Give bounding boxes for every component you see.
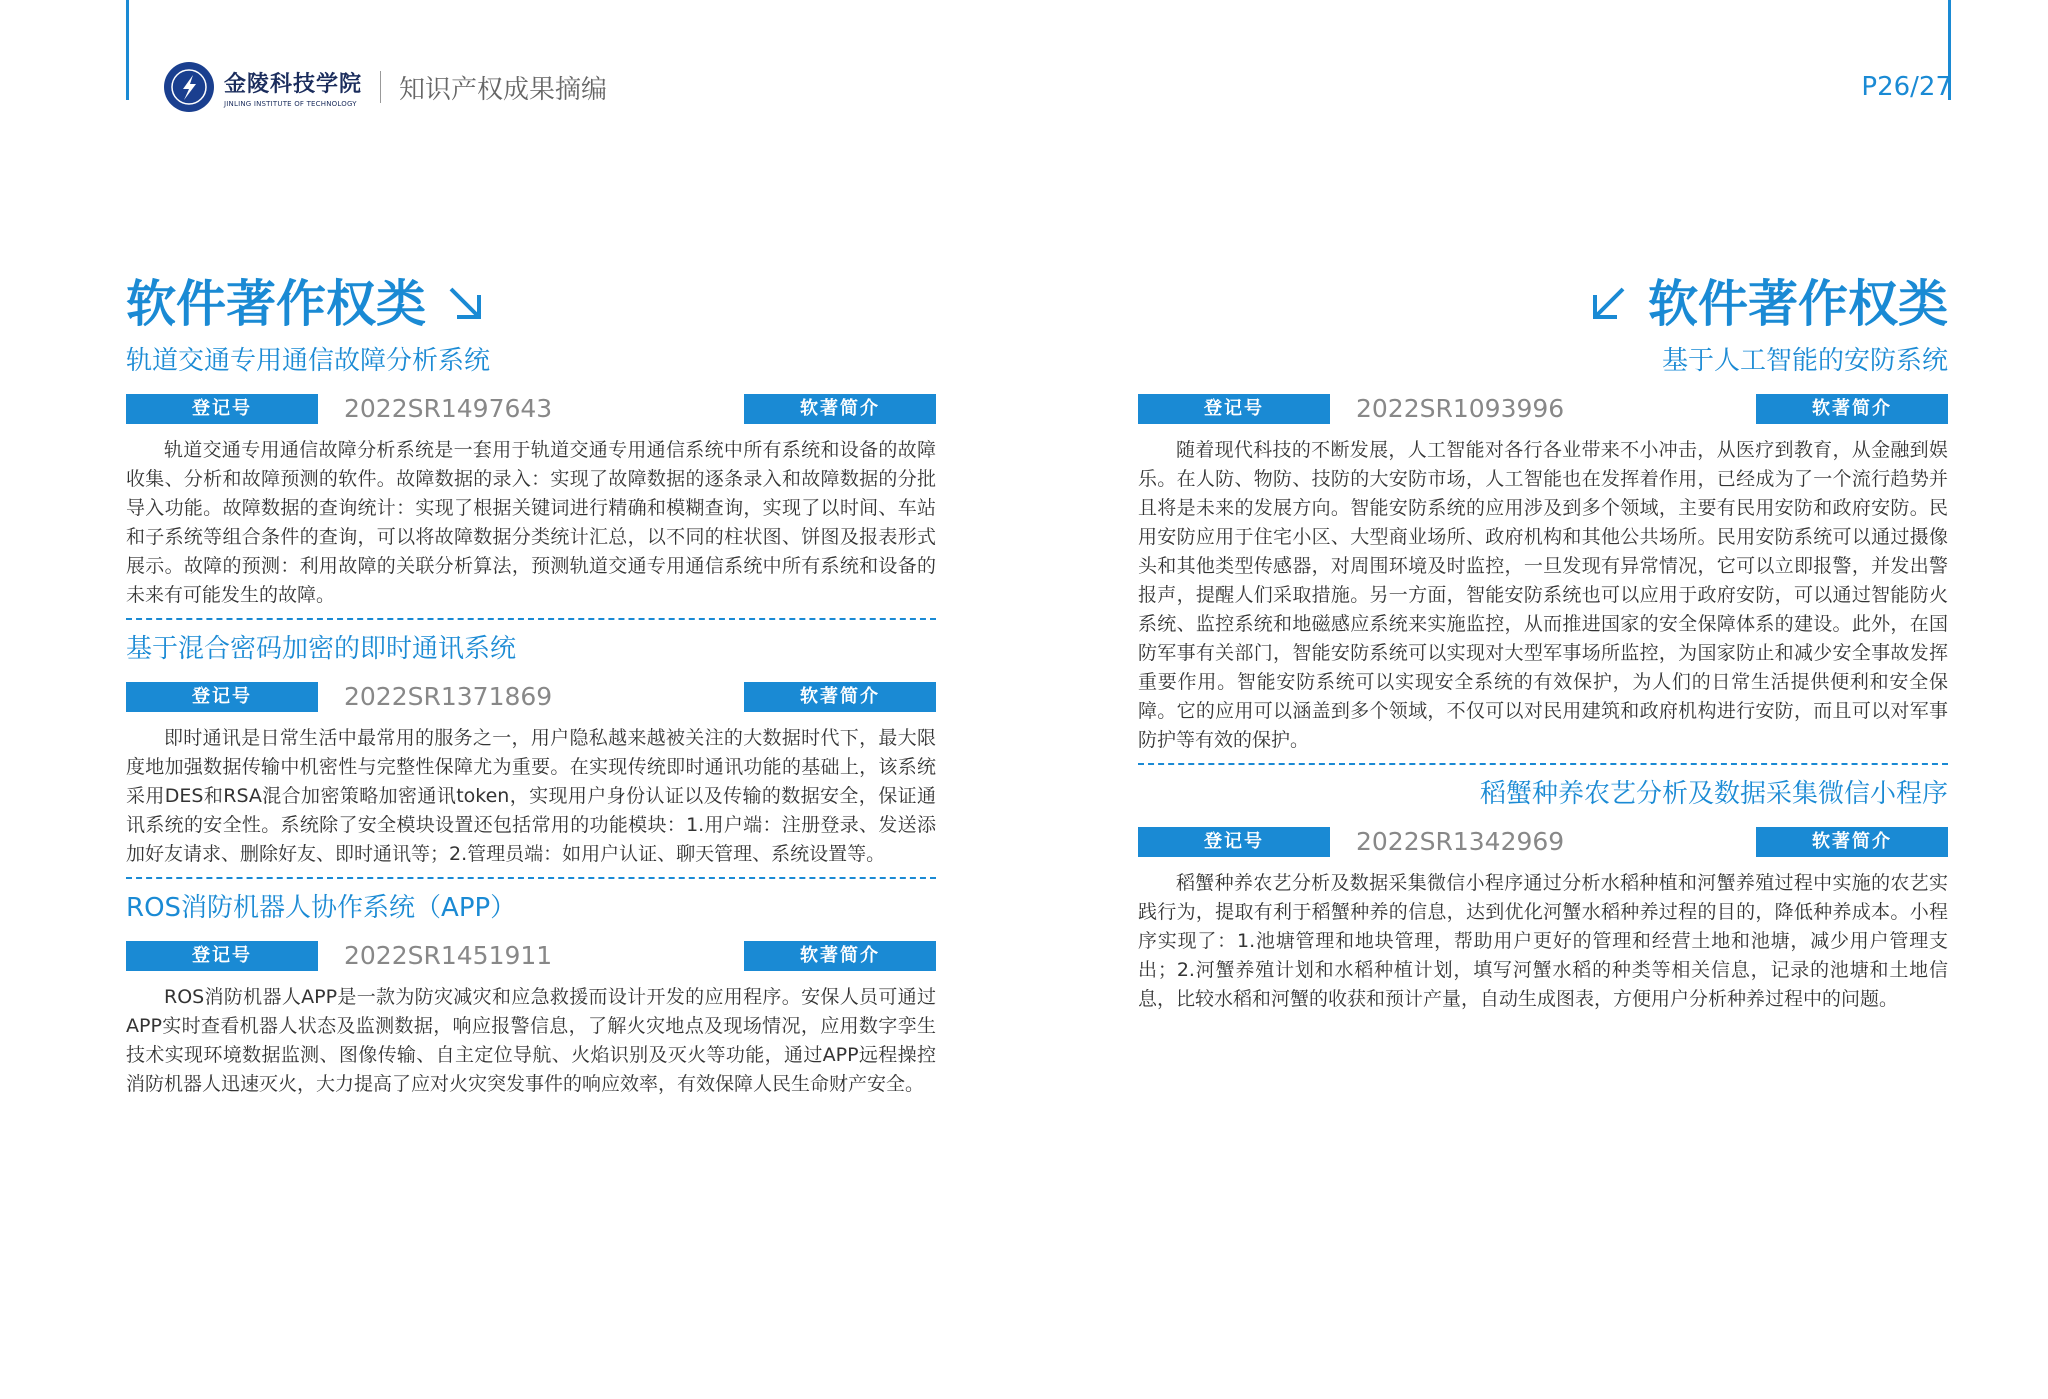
intro-label: 软著简介	[744, 941, 936, 971]
category-title	[126, 268, 936, 340]
item-title: 基于混合密码加密的即时通讯系统	[126, 634, 517, 664]
arrow-down-left-icon	[1587, 272, 1631, 344]
item-description: 稻蟹种养农艺分析及数据采集微信小程序通过分析水稻种植和河蟹养殖过程中实施的农艺实践行为，提取有利于稻蟹种养的信息，达到优化河蟹水稻种养过程的目的，降低种养成本。小程序实现了：1.池塘管理和地块管理，帮助用户更好的管理和经营土地和池塘，减少用户管理支出；2.河蟹养殖计划和水稻种植计划，填写河蟹水稻的种类等相关信息，记录的池塘和土地信息，比较水稻和河蟹的收获和预计产量，自动生成图表，方便用户分析种养过程中的问题。	[1138, 872, 1948, 1010]
item-title: 轨道交通专用通信故障分析系统	[126, 346, 491, 376]
category-title-text: 软件著作权类	[126, 275, 426, 333]
intro-label: 软著简介	[1756, 394, 1948, 424]
software-item	[1138, 340, 1948, 755]
right-column	[1138, 268, 1948, 1014]
left-edge-line	[126, 0, 129, 100]
reg-number: 2022SR1451911	[344, 941, 553, 970]
reg-label: 登记号	[1138, 827, 1330, 857]
item-description: 轨道交通专用通信故障分析系统是一套用于轨道交通专用通信系统中所有系统和设备的故障收集、分析和故障预测的软件。故障数据的录入：实现了故障数据的逐条录入和故障数据的分批导入功能。故障数据的查询统计：实现了根据关键词进行精确和模糊查询，实现了以时间、车站和子系统等组合条件的查询，可以将故障数据分类统计汇总，以不同的柱状图、饼图及报表形式展示。故障的预测：利用故障的关联分析算法，预测轨道交通专用通信系统中所有系统和设备的未来有可能发生的故障。	[126, 439, 936, 606]
reg-label: 登记号	[126, 941, 318, 971]
item-title: 基于人工智能的安防系统	[1661, 346, 1948, 376]
school-name-cn: 金陵科技学院	[224, 70, 363, 97]
reg-number: 2022SR1342969	[1356, 827, 1565, 856]
school-logo	[164, 62, 607, 112]
software-item	[1138, 773, 1948, 1014]
divider	[126, 618, 936, 620]
reg-number: 2022SR1371869	[344, 682, 553, 711]
item-title: ROS消防机器人协作系统（APP）	[126, 893, 517, 923]
page-number: P26/27	[1861, 72, 1952, 102]
software-item	[126, 628, 936, 869]
intro-label: 软著简介	[744, 682, 936, 712]
reg-label: 登记号	[126, 682, 318, 712]
intro-label: 软著简介	[1756, 827, 1948, 857]
header-separator	[380, 71, 381, 103]
arrow-down-right-icon	[443, 272, 487, 344]
intro-label: 软著简介	[744, 394, 936, 424]
item-title: 稻蟹种养农艺分析及数据采集微信小程序	[1479, 779, 1948, 809]
school-name-en: JINLING INSTITUTE OF TECHNOLOGY	[224, 99, 357, 108]
reg-label: 登记号	[1138, 394, 1330, 424]
software-item	[126, 340, 936, 610]
reg-label: 登记号	[126, 394, 318, 424]
software-item	[126, 887, 936, 1099]
reg-number: 2022SR1497643	[344, 394, 553, 423]
category-title	[1138, 268, 1948, 340]
page-header	[164, 62, 1952, 122]
header-title: 知识产权成果摘编	[399, 74, 608, 105]
item-description: 随着现代科技的不断发展，人工智能对各行各业带来不小冲击，从医疗到教育，从金融到娱乐。在人防、物防、技防的大安防市场，人工智能也在发挥着作用，已经成为了一个流行趋势并且将是未来的发展方向。智能安防系统的应用涉及到多个领域，主要有民用安防和政府安防。民用安防应用于住宅小区、大型商业场所、政府机构和其他公共场所。民用安防系统可以通过摄像头和其他类型传感器，对周围环境及时监控，一旦发现有异常情况，它可以立即报警，并发出警报声，提醒人们采取措施。另一方面，智能安防系统也可以应用于政府安防，可以通过智能防火系统、监控系统和地磁感应系统来实施监控，从而推进国家的安全保障体系的建设。此外，在国防军事有关部门，智能安防系统可以实现对大型军事场所监控，为国家防止和减少安全事故发挥重要作用。智能安防系统可以实现安全系统的有效保护，为人们的日常生活提供便利和安全保障。它的应用可以涵盖到多个领域，不仅可以对民用建筑和政府机构进行安防，而且可以对军事防护等有效的保护。	[1138, 439, 1948, 751]
reg-number: 2022SR1093996	[1356, 394, 1565, 423]
item-description: 即时通讯是日常生活中最常用的服务之一，用户隐私越来越被关注的大数据时代下，最大限度地加强数据传输中机密性与完整性保障尤为重要。在实现传统即时通讯功能的基础上，该系统采用DES和RSA混合加密策略加密通讯token，实现用户身份认证以及传输的数据安全，保证通讯系统的安全性。系统除了安全模块设置还包括常用的功能模块：1.用户端：注册登录、发送添加好友请求、删除好友、即时通讯等；2.管理员端：如用户认证、聊天管理、系统设置等。	[126, 727, 936, 865]
left-column	[126, 268, 936, 1099]
divider	[126, 877, 936, 879]
item-description: ROS消防机器人APP是一款为防灾减灾和应急救援而设计开发的应用程序。安保人员可通过APP实时查看机器人状态及监测数据，响应报警信息，了解火灾地点及现场情况，应用数字孪生技术实现环境数据监测、图像传输、自主定位导航、火焰识别及灭火等功能，通过APP远程操控消防机器人迅速灭火，大力提高了应对火灾突发事件的响应效率，有效保障人民生命财产安全。	[126, 986, 936, 1095]
divider	[1138, 763, 1948, 765]
logo-emblem-icon	[164, 62, 214, 112]
category-title-text: 软件著作权类	[1648, 275, 1948, 333]
